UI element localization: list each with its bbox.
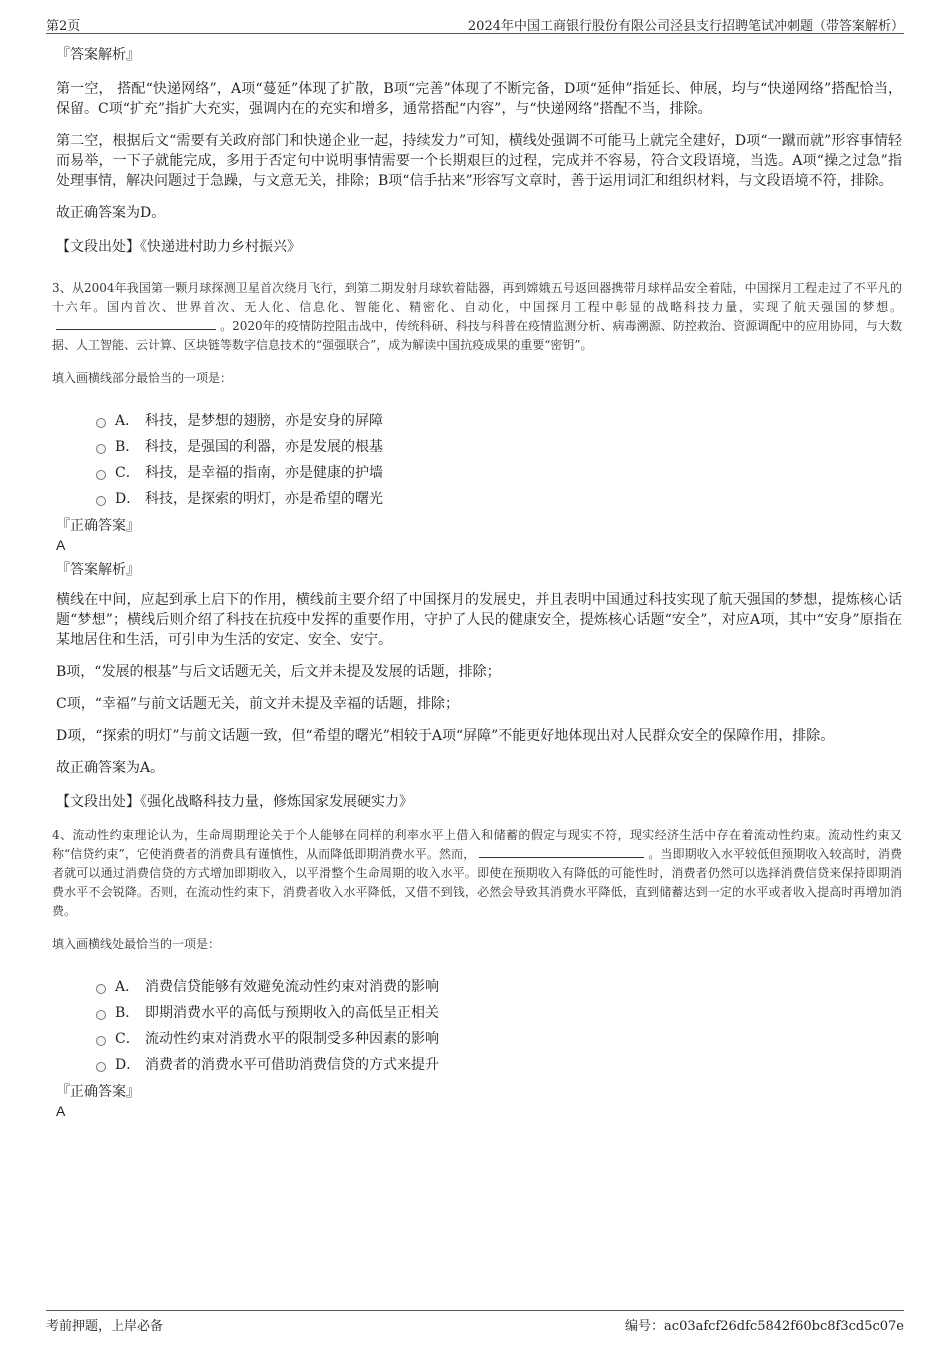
q4-correct-answer: A <box>56 1103 66 1119</box>
q3-correct-label: 『正确答案』 <box>56 518 140 534</box>
radio-icon[interactable] <box>96 984 106 994</box>
q2-analysis-p1: 第一空， 搭配“快递网络”，A项“蔓延”体现了扩散，B项“完善”体现了不断完备，D项“延伸”指延长、伸展，均与“快递网络”搭配恰当，保留。C项“扩充”指扩大充实，强调内在的充实和增多，通常搭配“内容”，与“快递网络”搭配不当，排除。 <box>56 81 902 117</box>
q4-option-d[interactable] <box>96 1052 902 1078</box>
option-text: 科技，是强国的利器，亦是发展的根基 <box>145 439 383 455</box>
radio-icon[interactable] <box>96 1062 106 1072</box>
option-letter: B． <box>115 1005 140 1021</box>
q4-options <box>96 974 902 1078</box>
q4-correct-label: 『正确答案』 <box>56 1084 140 1100</box>
q3-answer-line: 故正确答案为A。 <box>56 760 165 776</box>
option-text: 科技，是梦想的翅膀，亦是安身的屏障 <box>145 413 383 429</box>
q3-correct-answer: A <box>56 537 66 553</box>
q4-stem-before: 4、流动性约束理论认为，生命周期理论关于个人能够在同样的利率水平上借入和储蓄的假定与现实不符，现实经济生活中存在着流动性约束。流动性约束又称“信贷约束”，它使消费者的消费具有谨慎性，从而降低即期消费水平。然而， <box>52 828 902 861</box>
q3-stem-after: 。2020年的疫情防控阻击战中，传统科研、科技与科普在疫情监测分析、病毒溯源、防控救治、资源调配中的应用协同，与大数据、人工智能、云计算、区块链等数字信息技术的“强强联合”，成为解读中国抗疫成果的重要“密钥”。 <box>52 319 902 352</box>
q2-analysis-label: 『答案解析』 <box>56 47 140 63</box>
option-text: 消费者的消费水平可借助消费信贷的方式来提升 <box>145 1057 439 1073</box>
q3-stem-before: 3、从2004年我国第一颗月球探测卫星首次绕月飞行，到第二期发射月球软着陆器，再到嫦娥五号返回器携带月球样品安全着陆，中国探月工程走过了不平凡的十六年。国内首次、世界首次、无人化、信息化、智能化、精密化、自动化，中国探月工程中彰显的战略科技力量，实现了航天强国的梦想。 <box>52 281 902 314</box>
q4-prompt: 填入画横线处最恰当的一项是： <box>52 937 221 951</box>
q4-blank <box>479 845 644 858</box>
option-letter: B． <box>115 439 140 455</box>
option-letter: A． <box>115 979 140 995</box>
radio-icon[interactable] <box>96 496 106 506</box>
q4-option-c[interactable] <box>96 1026 902 1052</box>
option-letter: C． <box>115 1031 140 1047</box>
q2-analysis-p2: 第二空，根据后文“需要有关政府部门和快递企业一起，持续发力”可知，横线处强调不可能马上就完全建好，D项“一蹴而就”形容事情轻而易举，一下子就能完成，多用于否定句中说明事情需要一个长期艰巨的过程，完成并不容易，符合文段语境，当选。A项“操之过急”指处理事情，解决问题过于急躁，与文意无关，排除；B项“信手拈来”形容写文章时，善于运用词汇和组织材料，与文段语境不符，排除。 <box>56 133 902 189</box>
radio-icon[interactable] <box>96 418 106 428</box>
q4-stem-after: 。当即期收入水平较低但预期收入较高时，消费者就可以通过消费信贷的方式增加即期收入，以平滑整个生命周期的收入水平。即使在预期收入有降低的可能性时，消费者仍然可以选择消费信贷来保持即期消费水平不会锐降。否则，在流动性约束下，消费者收入水平降低，又借不到钱，必然会导致其消费水平降低，直到储蓄达到一定的水平或者收入提高时再增加消费。 <box>52 847 902 918</box>
page-footer <box>46 1310 904 1334</box>
q4-option-a[interactable] <box>96 974 902 1000</box>
q3-options <box>96 408 902 512</box>
q3-option-a[interactable] <box>96 408 902 434</box>
footer-slogan: 考前押题，上岸必备 <box>46 1319 164 1334</box>
q3-analysis-label: 『答案解析』 <box>56 562 140 578</box>
option-text: 流动性约束对消费水平的限制受多种因素的影响 <box>145 1031 439 1047</box>
q3-option-b[interactable] <box>96 434 902 460</box>
option-text: 即期消费水平的高低与预期收入的高低呈正相关 <box>145 1005 439 1021</box>
q4-option-b[interactable] <box>96 1000 902 1026</box>
option-letter: C． <box>115 465 140 481</box>
radio-icon[interactable] <box>96 444 106 454</box>
option-letter: D． <box>115 1057 141 1073</box>
q2-source: 【文段出处】《快递进村助力乡村振兴》 <box>56 239 301 255</box>
q3-prompt: 填入画横线部分最恰当的一项是： <box>52 371 233 385</box>
q3-option-d[interactable] <box>96 486 902 512</box>
page-header <box>46 14 904 34</box>
q3-stem <box>52 279 902 355</box>
option-letter: D． <box>115 491 141 507</box>
option-text: 科技，是幸福的指南，亦是健康的护墙 <box>145 465 383 481</box>
q2-answer-line: 故正确答案为D。 <box>56 205 166 221</box>
option-text: 科技，是探索的明灯，亦是希望的曙光 <box>145 491 383 507</box>
q3-analysis-p3: C项，“幸福”与前文话题无关，前文并未提及幸福的话题，排除； <box>56 696 460 712</box>
radio-icon[interactable] <box>96 1010 106 1020</box>
radio-icon[interactable] <box>96 470 106 480</box>
option-letter: A． <box>115 413 140 429</box>
q3-analysis-p4: D项，“探索的明灯”与前文话题一致，但“希望的曙光”相较于A项“屏障”不能更好地体现出对人民群众安全的保障作用，排除。 <box>56 728 835 744</box>
radio-icon[interactable] <box>96 1036 106 1046</box>
option-text: 消费信贷能够有效避免流动性约束对消费的影响 <box>145 979 439 995</box>
document-title: 2024年中国工商银行股份有限公司泾县支行招聘笔试冲刺题（带答案解析） <box>467 19 904 34</box>
q3-analysis-p1: 横线在中间，应起到承上启下的作用，横线前主要介绍了中国探月的发展史，并且表明中国通过科技实现了航天强国的梦想，提炼核心话题“梦想”；横线后则介绍了科技在抗疫中发挥的重要作用，守护了人民的健康安全，提炼核心话题“安全”，对应A项，其中“安身”原指在某地居住和生活，可引申为生活的安定、安全、安宁。 <box>56 592 902 648</box>
page-content <box>52 45 902 1120</box>
q3-analysis-p2: B项，“发展的根基”与后文话题无关，后文并未提及发展的话题，排除； <box>56 664 501 680</box>
q3-blank <box>56 317 216 330</box>
document-id: 编号：ac03afcf26dfc5842f60bc8f3cd5c07e <box>625 1319 904 1334</box>
q3-option-c[interactable] <box>96 460 902 486</box>
page-number: 第2页 <box>46 19 81 34</box>
q3-source: 【文段出处】《强化战略科技力量，修炼国家发展硬实力》 <box>56 794 413 810</box>
q4-stem <box>52 826 902 921</box>
